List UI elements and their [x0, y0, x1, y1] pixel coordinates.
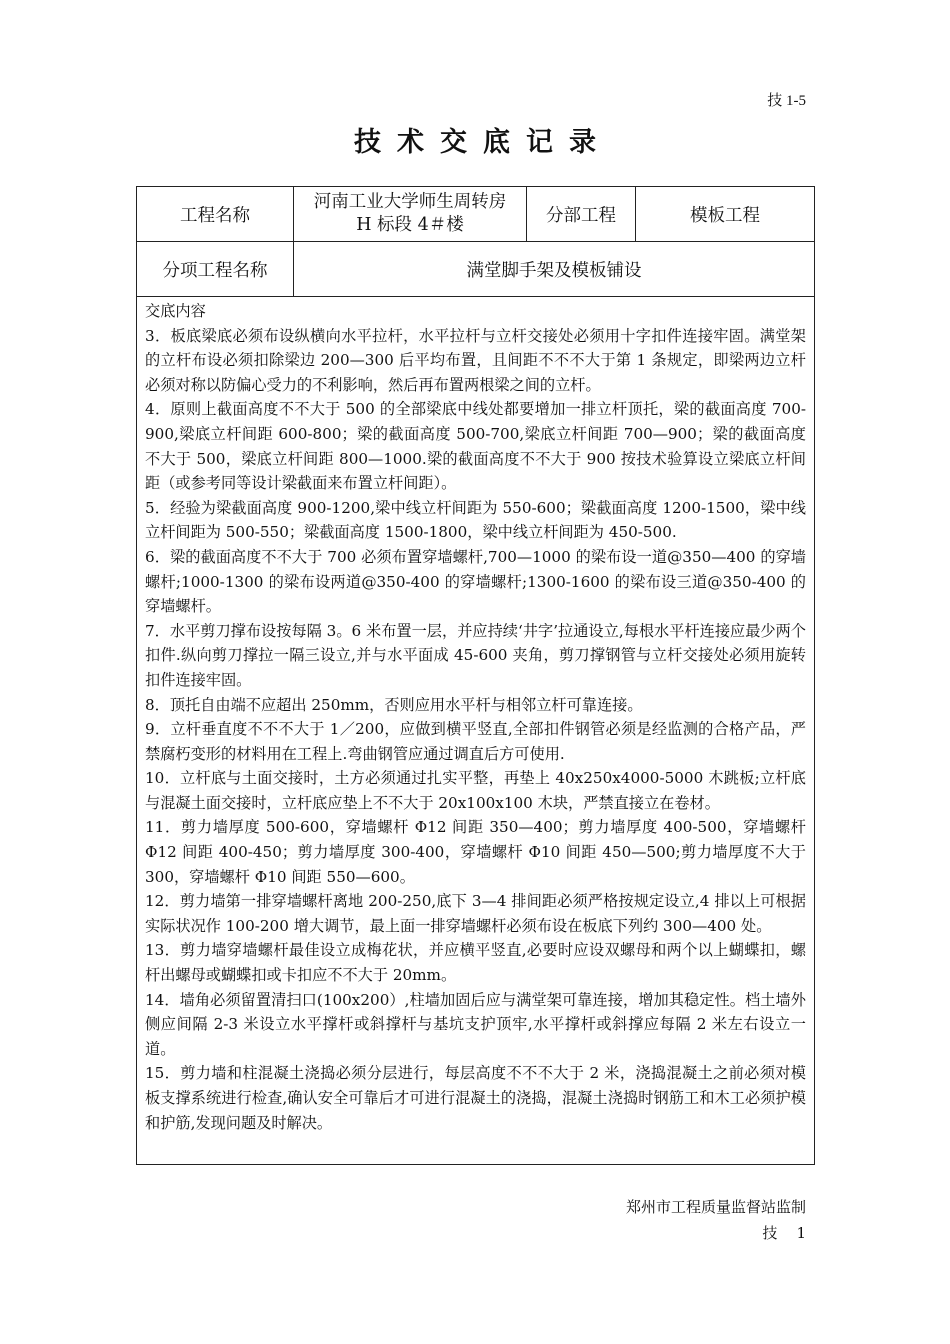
- paragraph-9: 9．立杆垂直度不不不大于 1／200，应做到横平竖直,全部扣件钢管必须是经监测的合格产品，严禁腐朽变形的材料用在工程上.弯曲钢管应通过调直后方可使用.: [145, 720, 806, 763]
- form-number: 技 1-5: [767, 93, 806, 109]
- project-name-label: 工程名称: [137, 187, 294, 242]
- paragraph-7: 7．水平剪刀撑布设按每隔 3。6 米布置一层，并应持续‘井字’拉通设立,每根水平杆连接应最少两个扣件.纵向剪刀撑拉一隔三设立,并与水平面成 45-600 夹角，剪刀撑钢管与立杆交接处必须用旋转扣件连接牢固。: [145, 621, 806, 689]
- paragraph-8: 8．顶托自由端不应超出 250mm，否则应用水平杆与相邻立杆可靠连接。: [145, 695, 643, 714]
- paragraph-15: 15．剪力墙和柱混凝土浇捣必须分层进行，每层高度不不不大于 2 米，浇捣混凝土之前必须对模板支撑系统进行检查,确认安全可靠后才可进行混凝土的浇捣，混凝土浇捣时钢筋工和木工必须护模和护筋,发现问题及时解决。: [145, 1064, 806, 1132]
- paragraph-13: 13．剪力墙穿墙螺杆最佳设立成梅花状，并应横平竖直,必要时应设双螺母和两个以上蝴蝶扣，螺杆出螺母或蝴蝶扣或卡扣应不不大于 20mm。: [145, 941, 806, 985]
- document-title: 技术交底记录: [354, 127, 612, 158]
- paragraph-12: 12．剪力墙第一排穿墙螺杆离地 200-250,底下 3—4 排间距必须严格按规定设立,4 排以上可根据实际状况作 100-200 增大调节，最上面一排穿墙螺杆必须布设在板底下列约 300—400 处。: [145, 892, 806, 935]
- paragraph-5: 5．经验为梁截面高度 900-1200,梁中线立杆间距为 550-600；梁截面高度 1200-1500，梁中线立杆间距为 500-550；梁截面高度 1500-1800，梁中线立杆间距为 450-500.: [145, 498, 806, 542]
- project-name-line1: 河南工业大学师生周转房: [313, 192, 507, 212]
- project-name-line2: H 标段 4＃楼: [356, 215, 464, 235]
- content-cell: [137, 297, 815, 1165]
- content-label: 交底内容: [145, 302, 206, 320]
- project-row: [137, 187, 815, 242]
- project-name-value: [294, 187, 527, 242]
- content-body: [137, 297, 814, 1135]
- content-row: [137, 297, 815, 1165]
- subitem-label: 分项工程名称: [137, 242, 294, 297]
- supervisor-note: 郑州市工程质量监督站监制: [625, 1198, 806, 1216]
- paragraph-14: 14．墙角必须留置清扫口(100x200）,柱墙加固后应与满堂架可靠连接，增加其稳定性。档土墙外侧应间隔 2-3 米设立水平撑杆或斜撑杆与基坑支护顶牢,水平撑杆或斜撑应每隔 2 米左右设立一道。: [145, 990, 806, 1058]
- record-table: [136, 186, 815, 1165]
- paragraph-4: 4．原则上截面高度不不大于 500 的全部梁底中线处都要增加一排立杆顶托，梁的截面高度 700-900,梁底立杆间距 600-800；梁的截面高度 500-700,梁底立杆间距 700—900；梁的截面高度不大于 500，梁底立杆间距 800—1000.梁的截面高度不不大于 900 按技术验算设立梁底立杆间距（或参考同等设计梁截面来布置立杆间距）。: [145, 400, 806, 493]
- division-value: 模板工程: [636, 187, 815, 242]
- division-label: 分部工程: [527, 187, 636, 242]
- subitem-value: 满堂脚手架及模板铺设: [294, 242, 815, 297]
- paragraph-11: 11．剪力墙厚度 500-600，穿墙螺杆 Φ12 间距 350—400；剪力墙厚度 400-500，穿墙螺杆 Φ12 间距 400-450；剪力墙厚度 300-400，穿墙螺杆 Φ10 间距 450—500;剪力墙厚度不大于 300，穿墙螺杆 Φ10 间距 550—600。: [145, 818, 806, 886]
- paragraph-3: 3．板底梁底必须布设纵横向水平拉杆，水平拉杆与立杆交接处必须用十字扣件连接牢固。满堂架的立杆布设必须扣除梁边 200—300 后平均布置，且间距不不不大于第 1 条规定，即梁两边立杆必须对称以防偏心受力的不利影响，然后再布置两根梁之间的立杆。: [145, 326, 806, 394]
- page-number: 技 1: [762, 1224, 806, 1242]
- subitem-row: [137, 242, 815, 297]
- paragraph-6: 6．梁的截面高度不不大于 700 必须布置穿墙螺杆,700—1000 的梁布设一道@350—400 的穿墙螺杆;1000-1300 的梁布设两道@350-400 的穿墙螺杆;1300-1600 的梁布设三道@350-400 的穿墙螺杆。: [145, 547, 806, 616]
- paragraph-10: 10．立杆底与土面交接时，土方必须通过扎实平整，再垫上 40x250x4000-5000 木跳板;立杆底与混凝土面交接时，立杆底应垫上不不大于 20x100x100 木块，严禁直接立在卷材。: [145, 769, 806, 812]
